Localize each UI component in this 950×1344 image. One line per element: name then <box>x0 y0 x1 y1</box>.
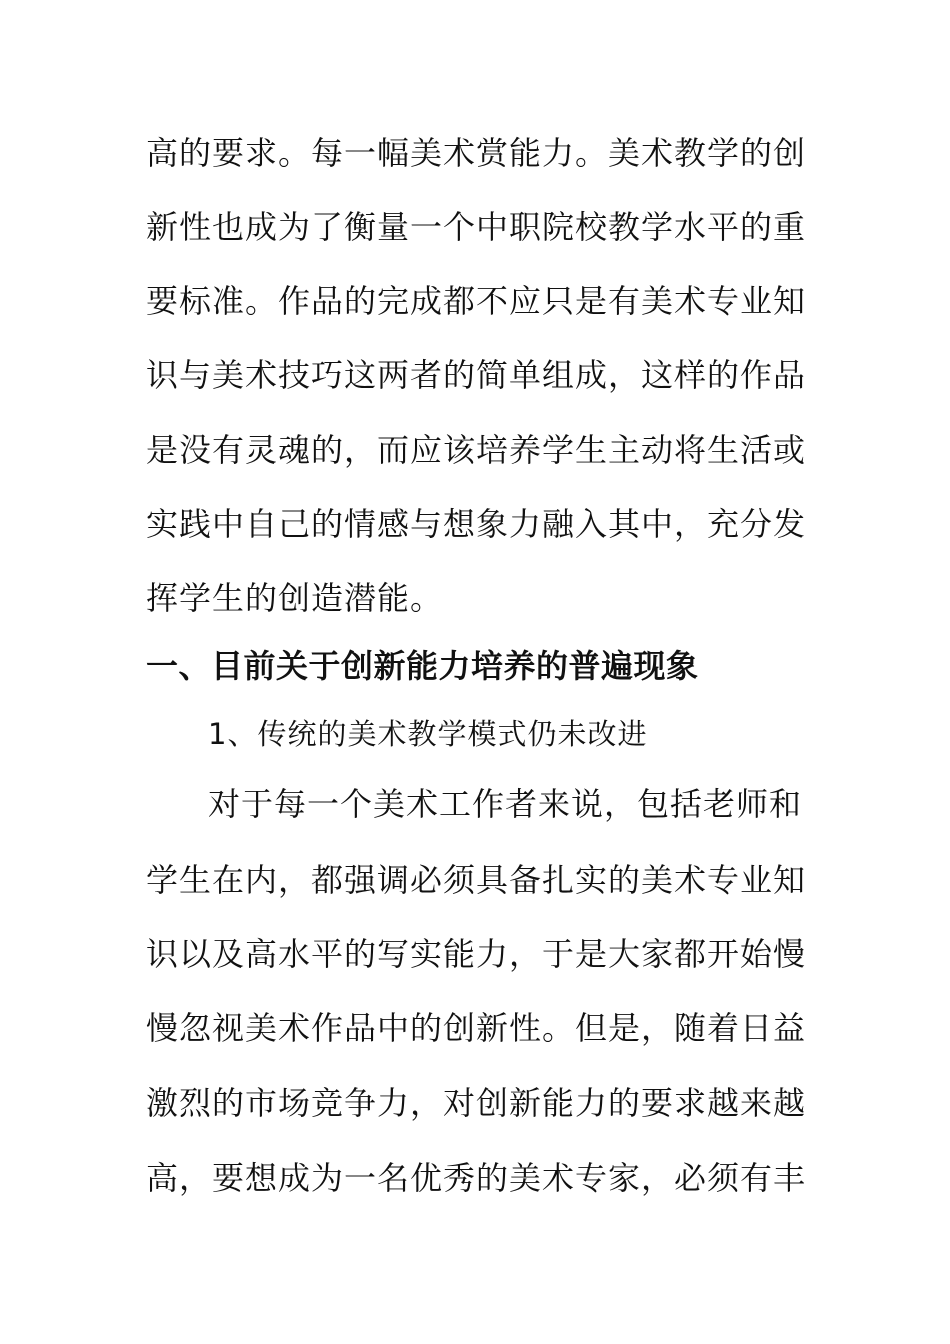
paragraph-line: 对于每一个美术工作者来说，包括老师和 <box>208 785 803 823</box>
paragraph-line: 挥学生的创造潜能。 <box>146 579 444 617</box>
paragraph-line: 慢忽视美术作品中的创新性。但是，随着日益 <box>146 1009 807 1047</box>
paragraph-line: 学生在内，都强调必须具备扎实的美术专业知 <box>146 861 807 899</box>
paragraph-line: 识以及高水平的写实能力，于是大家都开始慢 <box>146 935 807 973</box>
paragraph-line: 新性也成为了衡量一个中职院校教学水平的重 <box>146 208 807 246</box>
paragraph-line: 激烈的市场竞争力，对创新能力的要求越来越 <box>146 1084 807 1122</box>
paragraph-line: 识与美术技巧这两者的简单组成，这样的作品 <box>146 356 807 394</box>
paragraph-line: 是没有灵魂的，而应该培养学生主动将生活或 <box>146 431 807 469</box>
subsection-heading: 1、传统的美术教学模式仍未改进 <box>208 717 648 751</box>
section-heading: 一、目前关于创新能力培养的普遍现象 <box>146 647 699 685</box>
paragraph-line: 实践中自己的情感与想象力融入其中，充分发 <box>146 505 807 543</box>
paragraph-line: 要标准。作品的完成都不应只是有美术专业知 <box>146 282 807 320</box>
paragraph-line: 高，要想成为一名优秀的美术专家，必须有丰 <box>146 1159 807 1197</box>
paragraph-line: 高的要求。每一幅美术赏能力。美术教学的创 <box>146 134 807 172</box>
